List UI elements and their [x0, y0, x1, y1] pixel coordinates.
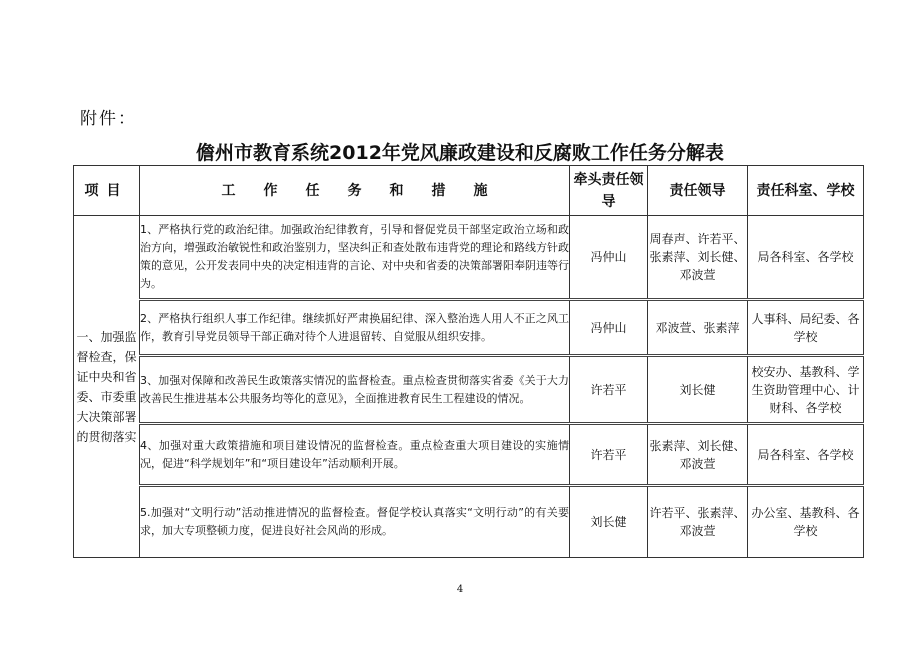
- header-lead: 牵头责任领导: [570, 166, 648, 216]
- measure-cell: 4、加强对重大政策措施和项目建设情况的监督检查。重点检查重大项目建设的实施情况，促进“科学规划年”和“项目建设年”活动顺利开展。: [140, 424, 570, 486]
- lead-cell: 许若平: [570, 356, 648, 424]
- table-header-row: [74, 166, 864, 216]
- attachment-label: 附件：: [80, 109, 137, 129]
- department-cell: 办公室、基教科、各学校: [748, 486, 864, 558]
- header-departments: 责任科室、学校: [748, 166, 864, 216]
- task-breakdown-table: [73, 165, 864, 558]
- leaders-cell: 张素萍、刘长健、邓波萱: [648, 424, 748, 486]
- leaders-cell: 邓波萱、张素萍: [648, 300, 748, 356]
- table-row: [74, 356, 864, 424]
- table-row: [74, 300, 864, 356]
- measure-cell: 1、严格执行党的政治纪律。加强政治纪律教育，引导和督促党员干部坚定政治立场和政治方向，增强政治敏锐性和政治鉴别力，坚决纠正和查处散布违背党的理论和路线方针政策的意见，公开发表同中央的决定相违背的言论、对中央和省委的决策部署阳奉阴违等行为。: [140, 216, 570, 300]
- header-leaders: 责任领导: [648, 166, 748, 216]
- lead-cell: 冯仲山: [570, 300, 648, 356]
- leaders-cell: 刘长健: [648, 356, 748, 424]
- document-title: 儋州市教育系统2012年党风廉政建设和反腐败工作任务分解表: [196, 142, 724, 164]
- lead-cell: 冯仲山: [570, 216, 648, 300]
- lead-cell: 许若平: [570, 424, 648, 486]
- department-cell: 局各科室、各学校: [748, 216, 864, 300]
- table-row: [74, 424, 864, 486]
- measure-cell: 5.加强对“文明行动”活动推进情况的监督检查。督促学校认真落实“文明行动”的有关要求，加大专项整顿力度，促进良好社会风尚的形成。: [140, 486, 570, 558]
- table-row: [74, 486, 864, 558]
- group-label: 一、加强监督检查，保证中央和省委、市委重大决策部署的贯彻落实: [74, 216, 140, 558]
- lead-cell: 刘长健: [570, 486, 648, 558]
- measure-cell: 2、严格执行组织人事工作纪律。继续抓好严肃换届纪律、深入整治选人用人不正之风工作，教育引导党员领导干部正确对待个人进退留转、自觉服从组织安排。: [140, 300, 570, 356]
- measure-cell: 3、加强对保障和改善民生政策落实情况的监督检查。重点检查贯彻落实省委《关于大力改善民生推进基本公共服务均等化的意见》，全面推进教育民生工程建设的情况。: [140, 356, 570, 424]
- leaders-cell: 周春声、许若平、张素萍、刘长健、邓波萱: [648, 216, 748, 300]
- department-cell: 校安办、基教科、学生资助管理中心、计财科、各学校: [748, 356, 864, 424]
- header-project: 项目: [74, 166, 140, 216]
- leaders-cell: 许若平、张素萍、邓波萱: [648, 486, 748, 558]
- department-cell: 人事科、局纪委、各学校: [748, 300, 864, 356]
- department-cell: 局各科室、各学校: [748, 424, 864, 486]
- table-row: [74, 216, 864, 300]
- header-measures: 工作任务和措施: [140, 166, 570, 216]
- page-number: 4: [456, 584, 464, 595]
